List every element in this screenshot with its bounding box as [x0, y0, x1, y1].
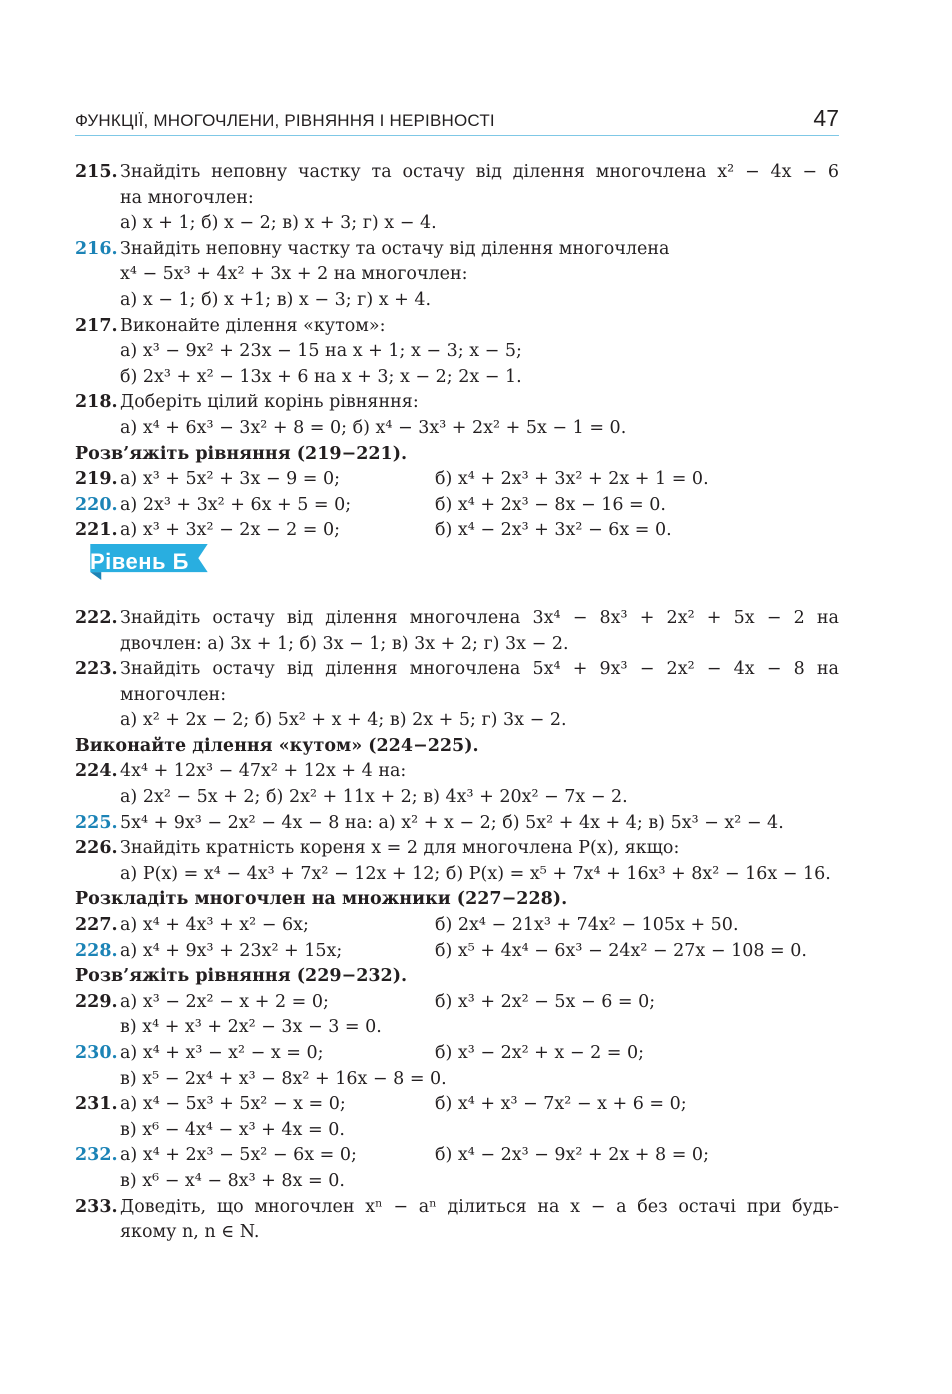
exercise-line: [75, 1041, 839, 1067]
exercise-text: а) x² + 2x − 2; б) 5x² + x + 4; в) 2x + 5; г) 3x − 2.: [120, 710, 567, 731]
exercise-line: [75, 314, 839, 340]
exercise-continuation: [75, 1015, 839, 1041]
exercise-part-b: б) x⁴ + 2x³ − 8x − 16 = 0.: [435, 494, 666, 515]
section-heading: [75, 442, 839, 468]
exercise-number: 221.: [75, 520, 118, 541]
section-heading: [75, 887, 839, 913]
exercise-text: многочлен:: [120, 684, 227, 705]
exercise-line: [75, 939, 839, 965]
exercise-part-b: б) 2x⁴ − 21x³ + 74x² − 105x + 50.: [435, 915, 739, 936]
exercise-text: а) x³ − 9x² + 23x − 15 на x + 1; x − 3; x − 5;: [120, 341, 522, 362]
exercise-line: [75, 1092, 839, 1118]
exercise-text: в) x⁶ − x⁴ − 8x³ + 8x = 0.: [120, 1170, 345, 1191]
exercise-part-b: б) x³ − 2x² + x − 2 = 0;: [435, 1043, 645, 1063]
exercise-text: якому n, n ∈ N.: [120, 1222, 260, 1243]
exercise-continuation: [75, 211, 839, 237]
exercise-continuation: [75, 339, 839, 365]
exercise-part-b: б) x⁴ + x³ − 7x² − x + 6 = 0;: [435, 1094, 687, 1115]
exercise-number: 215.: [75, 162, 118, 182]
page-number: 47: [813, 105, 839, 131]
exercise-line: [75, 759, 839, 785]
exercise-text: Розкладіть многочлен на множники (227−228).: [75, 889, 568, 910]
exercise-continuation: [75, 365, 839, 391]
chapter-title: ФУНКЦІЇ, МНОГОЧЛЕНИ, РІВНЯННЯ І НЕРІВНОСТІ: [75, 111, 495, 130]
exercise-line: [75, 493, 839, 519]
exercise-text: Доведіть, що многочлен xⁿ − aⁿ ділиться на x − a без остачі при будь-: [120, 1196, 839, 1217]
exercise-part-b: б) x⁵ + 4x⁴ − 6x³ − 24x² − 27x − 108 = 0.: [435, 940, 807, 961]
exercise-number: 224.: [75, 761, 118, 782]
exercise-part-b: б) x⁴ − 2x³ + 3x² − 6x = 0.: [435, 520, 672, 541]
exercise-text: а) x⁴ + x³ − x² − x = 0;: [120, 1043, 324, 1063]
exercise-part-b: б) x⁴ − 2x³ − 9x² + 2x + 8 = 0;: [435, 1145, 709, 1166]
exercise-text: Розв’яжіть рівняння (229−232).: [75, 966, 408, 987]
exercise-number: 222.: [75, 607, 118, 628]
exercise-line: [75, 390, 839, 416]
exercise-text: Доберіть цілий корінь рівняння:: [120, 392, 419, 413]
exercise-number: 229.: [75, 991, 118, 1012]
exercise-line: [75, 1195, 839, 1221]
exercise-number: 225.: [75, 812, 118, 833]
exercise-text: а) x³ + 5x² + 3x − 9 = 0;: [120, 469, 341, 490]
section-heading: [75, 964, 839, 990]
exercise-text: Розв’яжіть рівняння (219−221).: [75, 443, 408, 464]
exercise-text: двочлен: а) 3x + 1; б) 3x − 1; в) 3x + 2; г) 3x − 2.: [120, 633, 569, 654]
exercise-text: б) 2x³ + x² − 13x + 6 на x + 3; x − 2; 2x − 1.: [120, 366, 522, 387]
exercise-continuation: [75, 1169, 839, 1195]
exercise-text: 4x⁴ + 12x³ − 47x² + 12x + 4 на:: [120, 761, 407, 782]
page-header: [75, 105, 839, 136]
exercise-continuation: [75, 416, 839, 442]
exercise-text: а) x³ − 2x² − x + 2 = 0;: [120, 991, 329, 1012]
exercise-line: [75, 836, 839, 862]
exercise-number: 227.: [75, 915, 118, 936]
exercise-number: 216.: [75, 238, 118, 259]
exercise-continuation: [75, 288, 839, 314]
exercise-continuation: [75, 1118, 839, 1144]
exercise-line: [75, 913, 839, 939]
level-b-banner: [74, 544, 839, 606]
exercise-text: а) P(x) = x⁴ − 4x³ + 7x² − 12x + 12; б) P(x) = x⁵ + 7x⁴ + 16x³ + 8x² − 16x − 16.: [120, 863, 831, 884]
exercise-text: а) x − 1; б) x +1; в) x − 3; г) x + 4.: [120, 289, 432, 310]
exercise-text: а) x⁴ + 2x³ − 5x² − 6x = 0;: [120, 1145, 357, 1166]
exercise-continuation: [75, 1220, 839, 1246]
exercise-text: а) x⁴ + 4x³ + x² − 6x;: [120, 915, 309, 936]
exercise-number: 232.: [75, 1145, 118, 1166]
exercise-line: [75, 811, 839, 837]
exercise-continuation: [75, 1067, 839, 1093]
exercise-continuation: [75, 708, 839, 734]
exercise-line: [75, 518, 839, 544]
exercise-number: 220.: [75, 494, 118, 515]
exercise-text: а) x⁴ − 5x³ + 5x² − x = 0;: [120, 1094, 346, 1115]
exercise-continuation: [75, 785, 839, 811]
exercise-number: 219.: [75, 469, 118, 490]
exercise-text: x⁴ − 5x³ + 4x² + 3x + 2 на многочлен:: [120, 264, 468, 285]
exercise-text: а) x⁴ + 6x³ − 3x² + 8 = 0; б) x⁴ − 3x³ + 2x² + 5x − 1 = 0.: [120, 417, 627, 438]
exercise-text: в) x⁴ + x³ + 2x² − 3x − 3 = 0.: [120, 1017, 382, 1038]
exercise-number: 230.: [75, 1043, 118, 1063]
exercise-text: а) x + 1; б) x − 2; в) x + 3; г) x − 4.: [120, 213, 437, 234]
exercise-line: [75, 990, 839, 1016]
exercise-text: 5x⁴ + 9x³ − 2x² − 4x − 8 на: а) x² + x − 2; б) 5x² + 4x + 4; в) 5x³ − x² − 4.: [120, 812, 784, 833]
exercise-part-b: б) x⁴ + 2x³ + 3x² + 2x + 1 = 0.: [435, 469, 709, 490]
exercise-line: [75, 657, 839, 683]
exercise-text: Виконайте ділення «кутом»:: [120, 315, 386, 336]
section-heading: [75, 734, 839, 760]
exercise-list: [75, 160, 839, 1246]
exercise-continuation: [75, 862, 839, 888]
exercise-line: [75, 606, 839, 632]
exercise-text: в) x⁶ − 4x⁴ − x³ + 4x = 0.: [120, 1119, 345, 1140]
exercise-line: [75, 237, 839, 263]
exercise-text: Знайдіть кратність кореня x = 2 для многочлена P(x), якщо:: [120, 838, 680, 859]
exercise-text: Знайдіть остачу від ділення многочлена 3x⁴ − 8x³ + 2x² + 5x − 2 на: [120, 607, 839, 628]
exercise-text: а) x³ + 3x² − 2x − 2 = 0;: [120, 520, 341, 541]
exercise-text: а) 2x³ + 3x² + 6x + 5 = 0;: [120, 494, 352, 515]
exercise-text: а) 2x² − 5x + 2; б) 2x² + 11x + 2; в) 4x³ + 20x² − 7x − 2.: [120, 787, 628, 808]
exercise-text: Знайдіть неповну частку та остачу від ділення многочлена x² − 4x − 6: [120, 162, 839, 182]
exercise-number: 223.: [75, 659, 118, 680]
exercise-continuation: [75, 683, 839, 709]
exercise-line: [75, 1143, 839, 1169]
exercise-line: [75, 160, 839, 186]
exercise-number: 217.: [75, 315, 118, 336]
exercise-number: 226.: [75, 838, 118, 859]
exercise-continuation: [75, 186, 839, 212]
exercise-text: Знайдіть остачу від ділення многочлена 5x⁴ + 9x³ − 2x² − 4x − 8 на: [120, 659, 839, 680]
exercise-text: а) x⁴ + 9x³ + 23x² + 15x;: [120, 940, 343, 961]
exercise-text: Виконайте ділення «кутом» (224−225).: [75, 735, 479, 756]
exercise-text: Знайдіть неповну частку та остачу від ділення многочлена: [120, 238, 670, 259]
exercise-continuation: [75, 262, 839, 288]
exercise-number: 233.: [75, 1196, 118, 1217]
exercise-text: в) x⁵ − 2x⁴ + x³ − 8x² + 16x − 8 = 0.: [120, 1068, 447, 1089]
exercise-number: 218.: [75, 392, 118, 413]
exercise-number: 228.: [75, 940, 118, 961]
exercise-line: [75, 467, 839, 493]
level-label: Рівень Б: [90, 548, 189, 574]
exercise-text: на многочлен:: [120, 187, 254, 208]
exercise-number: 231.: [75, 1094, 118, 1115]
exercise-continuation: [75, 632, 839, 658]
exercise-part-b: б) x³ + 2x² − 5x − 6 = 0;: [435, 991, 656, 1012]
